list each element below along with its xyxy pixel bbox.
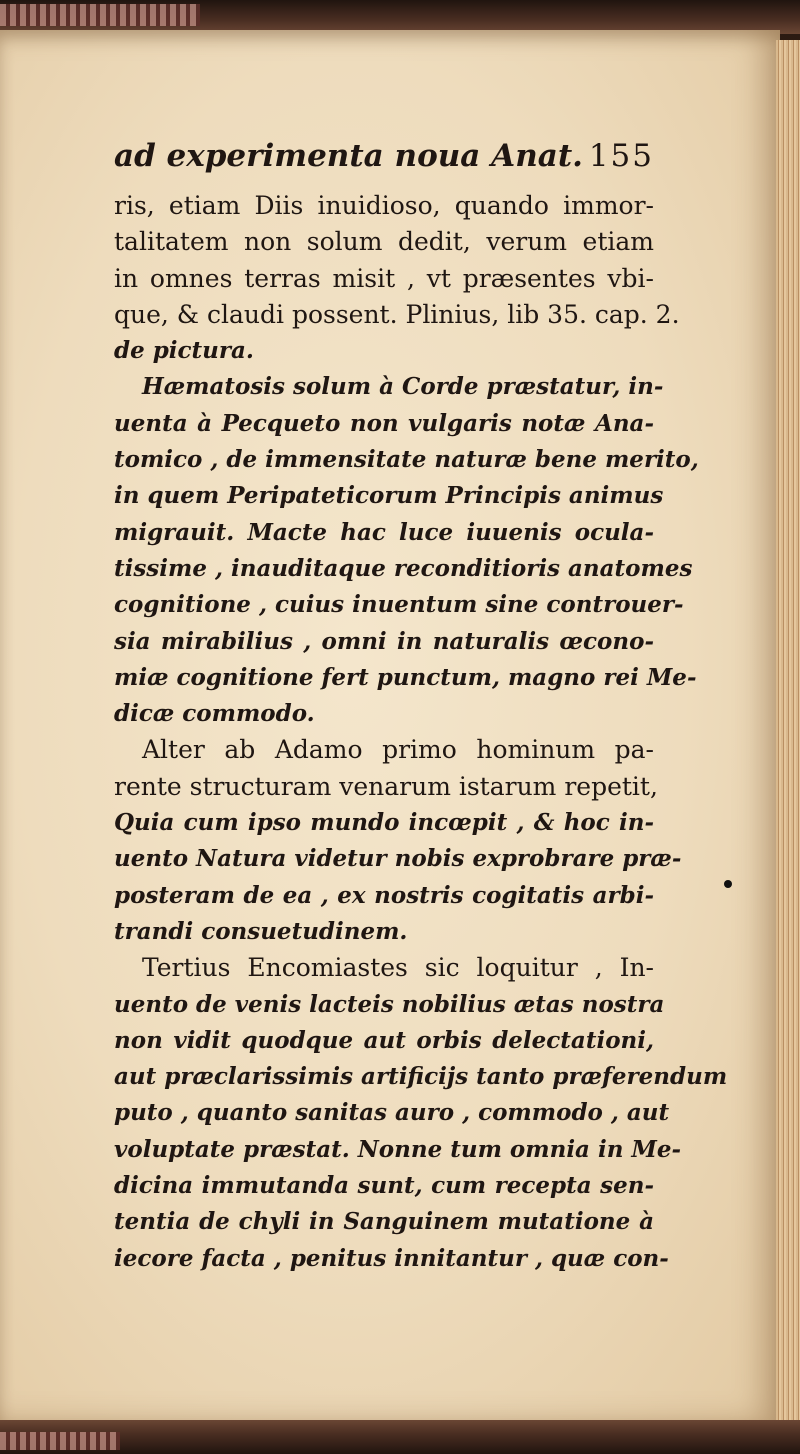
text-line: tissime , inauditaque reconditioris anatomes bbox=[114, 554, 693, 582]
text-line: voluptate præstat. Nonne tum omnia in Me- bbox=[114, 1135, 682, 1163]
ink-spot bbox=[724, 880, 732, 888]
book-page bbox=[0, 30, 780, 1422]
text-line: in quem Peripateticorum Principis animus bbox=[114, 482, 664, 510]
text-line: Tertius Encomiastes sic loquitur , In- bbox=[142, 953, 654, 983]
text-line: non vidit quodque aut orbis delectationi, bbox=[114, 1026, 654, 1054]
body-text bbox=[114, 188, 728, 1277]
text-line: trandi consuetudinem. bbox=[114, 917, 408, 945]
text-line: iecore facta , penitus innitantur , quæ con- bbox=[114, 1244, 669, 1272]
text-line: in omnes terras misit , vt præsentes vbi- bbox=[114, 263, 654, 293]
text-line: ris, etiam Diis inuidioso, quando immor- bbox=[114, 191, 654, 220]
text-line: talitatem non solum dedit, verum etiam bbox=[114, 227, 654, 257]
text-line: uento de venis lacteis nobilius ætas nostra bbox=[114, 990, 665, 1018]
text-line: de pictura. bbox=[114, 337, 254, 365]
text-line: Quia cum ipso mundo incœpit , & hoc in- bbox=[114, 809, 654, 837]
page-fore-edge bbox=[776, 40, 800, 1420]
text-line: cognitione , cuius inuentum sine controuer- bbox=[114, 591, 684, 619]
text-line: dicina immutanda sunt, cum recepta sen- bbox=[114, 1172, 654, 1200]
text-line: puto , quanto sanitas auro , commodo , aut bbox=[114, 1099, 670, 1127]
text-block bbox=[114, 138, 728, 1277]
headband bbox=[0, 4, 200, 26]
text-line: migrauit. Macte hac luce iuuenis ocula- bbox=[114, 518, 654, 546]
text-line: tentia de chyli in Sanguinem mutatione à bbox=[114, 1208, 654, 1236]
text-line: posteram de ea , ex nostris cogitatis arbi- bbox=[114, 881, 654, 909]
text-line: miæ cognitione fert punctum, magno rei Me- bbox=[114, 663, 697, 691]
text-line: Hæmatosis solum à Corde præstatur, in- bbox=[142, 373, 664, 401]
text-line: que, & claudi possent. Plinius, lib 35. cap. 2. bbox=[114, 299, 680, 329]
text-line: rente structuram venarum istarum repetit, bbox=[114, 771, 658, 801]
binding-top bbox=[0, 0, 800, 34]
running-header bbox=[114, 138, 654, 188]
text-line: uenta à Pecqueto non vulgaris notæ Ana- bbox=[114, 409, 654, 437]
page-number: 155 bbox=[588, 138, 654, 174]
binding-bottom bbox=[0, 1420, 800, 1454]
text-line: uento Natura videtur nobis exprobrare præ- bbox=[114, 845, 682, 873]
tailband bbox=[0, 1432, 120, 1450]
text-line: Alter ab Adamo primo hominum pa- bbox=[142, 735, 654, 765]
text-line: sia mirabilius , omni in naturalis œcono- bbox=[114, 627, 654, 655]
text-line: tomico , de immensitate naturæ bene merito, bbox=[114, 446, 699, 474]
text-line: aut præclarissimis artificijs tanto præferendum bbox=[114, 1063, 728, 1091]
running-head: ad experimenta noua Anat. bbox=[114, 138, 583, 174]
text-line: dicæ commodo. bbox=[114, 700, 315, 728]
